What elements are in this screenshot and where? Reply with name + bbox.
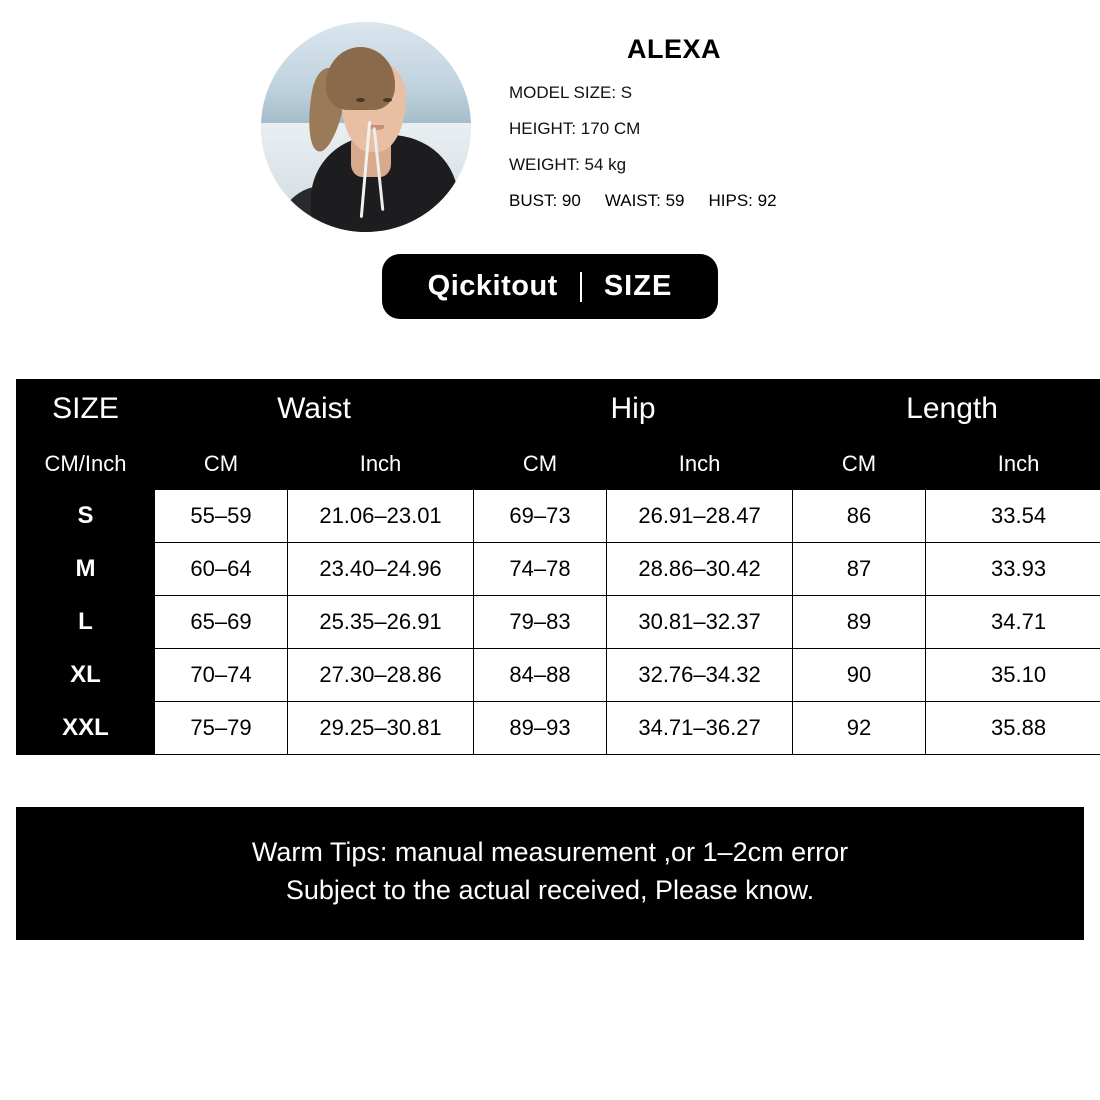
row-waist-inch: 29.25–30.81 <box>288 702 474 755</box>
row-hip-inch: 34.71–36.27 <box>607 702 793 755</box>
table-header-top-row <box>17 380 1100 438</box>
row-hip-inch: 30.81–32.37 <box>607 596 793 649</box>
row-size: S <box>17 490 155 543</box>
header-waist-inch: Inch <box>288 438 474 490</box>
warm-tips-line2: Subject to the actual received, Please know. <box>285 875 815 906</box>
row-waist-inch: 23.40–24.96 <box>288 543 474 596</box>
brand-size-pill <box>382 254 719 319</box>
row-waist-cm: 65–69 <box>155 596 288 649</box>
row-length-inch: 33.54 <box>926 490 1100 543</box>
row-hip-inch: 32.76–34.32 <box>607 649 793 702</box>
row-length-cm: 86 <box>793 490 926 543</box>
row-length-cm: 87 <box>793 543 926 596</box>
row-length-cm: 89 <box>793 596 926 649</box>
header-hip-inch: Inch <box>607 438 793 490</box>
row-length-cm: 92 <box>793 702 926 755</box>
row-waist-inch: 25.35–26.91 <box>288 596 474 649</box>
row-size: L <box>17 596 155 649</box>
table-header-sub-row <box>17 438 1100 490</box>
row-size: XL <box>17 649 155 702</box>
header-waist: Waist <box>155 380 474 438</box>
warm-tips-banner <box>16 807 1084 940</box>
row-length-inch: 33.93 <box>926 543 1100 596</box>
row-hip-cm: 74–78 <box>474 543 607 596</box>
table-row <box>17 702 1100 755</box>
header-hip: Hip <box>474 380 793 438</box>
table-row <box>17 490 1100 543</box>
row-waist-cm: 75–79 <box>155 702 288 755</box>
model-name: ALEXA <box>626 34 721 64</box>
row-waist-cm: 55–59 <box>155 490 288 543</box>
header-length-inch: Inch <box>926 438 1100 490</box>
table-row <box>17 543 1100 596</box>
row-waist-inch: 21.06–23.01 <box>288 490 474 543</box>
model-size-line: MODEL SIZE: S <box>509 83 633 102</box>
model-avatar <box>261 22 471 232</box>
header-length-cm: CM <box>793 438 926 490</box>
row-size: XXL <box>17 702 155 755</box>
table-row <box>17 596 1100 649</box>
row-length-cm: 90 <box>793 649 926 702</box>
table-row <box>17 649 1100 702</box>
header-hip-cm: CM <box>474 438 607 490</box>
header-size: SIZE <box>17 380 155 438</box>
model-details <box>509 22 839 211</box>
model-info-block <box>0 0 1100 232</box>
warm-tips-line1: Warm Tips: manual measurement ,or 1–2cm error <box>251 837 849 867</box>
pill-size-word: SIZE <box>603 270 673 302</box>
size-table-wrap <box>16 379 1084 755</box>
model-height-line: HEIGHT: 170 CM <box>509 119 641 138</box>
row-size: M <box>17 543 155 596</box>
row-waist-cm: 70–74 <box>155 649 288 702</box>
model-measurements-row <box>509 191 839 211</box>
brand-name: Qickitout <box>427 270 558 302</box>
row-hip-cm: 79–83 <box>474 596 607 649</box>
row-waist-inch: 27.30–28.86 <box>288 649 474 702</box>
row-hip-cm: 84–88 <box>474 649 607 702</box>
avatar-eye-left <box>356 98 365 102</box>
row-hip-inch: 28.86–30.42 <box>607 543 793 596</box>
header-length: Length <box>793 380 1100 438</box>
row-waist-cm: 60–64 <box>155 543 288 596</box>
row-length-inch: 34.71 <box>926 596 1100 649</box>
brand-pill-wrap <box>0 254 1100 319</box>
row-hip-cm: 69–73 <box>474 490 607 543</box>
header-unit: CM/Inch <box>17 438 155 490</box>
row-hip-inch: 26.91–28.47 <box>607 490 793 543</box>
model-bust: BUST: 90 <box>509 191 581 210</box>
row-length-inch: 35.10 <box>926 649 1100 702</box>
row-length-inch: 35.88 <box>926 702 1100 755</box>
model-waist: WAIST: 59 <box>604 191 685 210</box>
avatar-eye-right <box>383 98 392 102</box>
pill-divider <box>580 272 582 302</box>
size-table <box>16 379 1100 755</box>
row-hip-cm: 89–93 <box>474 702 607 755</box>
model-weight-line: WEIGHT: 54 kg <box>509 155 627 174</box>
header-waist-cm: CM <box>155 438 288 490</box>
model-hips: HIPS: 92 <box>708 191 777 210</box>
